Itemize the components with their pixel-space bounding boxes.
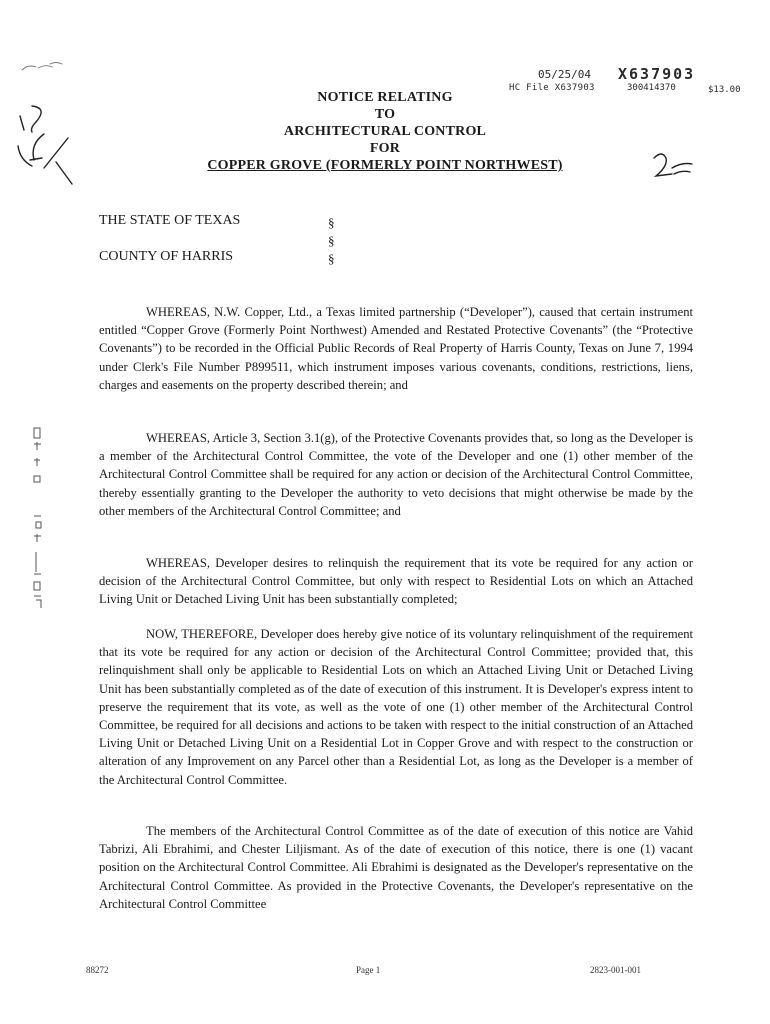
recording-number: X637903: [618, 65, 696, 83]
recording-fee: $13.00: [708, 85, 741, 95]
caption-county: COUNTY OF HARRIS: [99, 249, 234, 264]
margin-scan-stamp: [30, 424, 46, 614]
caption-state: THE STATE OF TEXAS: [99, 213, 241, 228]
clerk-file-id: 300414370: [627, 83, 676, 93]
paragraph-whereas-3: WHEREAS, Developer desires to relinquish the requirement that its vote be required for any action or decision of the Architectural Control Committee, but only with respect to Residential Lots on which an Attached Living Unit or Detached Living Unit has been substantially completed;: [99, 556, 693, 607]
title-line-3: ARCHITECTURAL CONTROL: [283, 124, 487, 139]
footer-file-code: 2823-001-001: [590, 965, 641, 975]
handwritten-initial: [648, 148, 698, 188]
title-line-1: NOTICE RELATING: [317, 90, 453, 105]
footer-page-number: Page 1: [356, 965, 381, 975]
paragraph-whereas-2: WHEREAS, Article 3, Section 3.1(g), of the Protective Covenants provides that, so long as the Developer is a member of the Architectural Control Committee, the vote of the Developer and one (1) other member of the Architectural Control Committee shall be required for any action or decision of the Architectural Control Committee, thereby essentially granting to the Developer the authority to veto decisions that might otherwise be made by the other members of the Architectural Control Committee; and: [99, 431, 693, 518]
title-line-4: FOR: [369, 141, 401, 156]
title-line-2: TO: [374, 107, 396, 122]
paragraph-now-therefore: NOW, THEREFORE, Developer does hereby give notice of its voluntary relinquishment of the requirement that its vote be required for any action or decision of the Architectural Control Committee; provided that, this relinquishment shall only be applicable to Residential Lots on which an Attached Living Unit or Detached Living Unit has been substantially completed as of the date of execution of this instrument. It is Developer's express intent to preserve the requirement that its vote, as well as the vote of one (1) other member of the Architectural Control Committee, be required for all decisions and actions to be taken with respect to the initial construction of an Attached Living Unit or Detached Living Unit on a Residential Lot in Copper Grove and with respect to the construction or alteration of any Improvement on any Parcel other than a Residential Lot, as long as the Developer is a member of the Architectural Control Committee.: [99, 627, 693, 787]
section-symbol-1: §: [328, 215, 335, 230]
recording-date: 05/25/04: [538, 68, 591, 81]
handwritten-annotation-top-left: [0, 50, 110, 200]
document-title: [180, 89, 590, 174]
section-symbol-3: §: [328, 251, 335, 266]
paragraph-whereas-1: WHEREAS, N.W. Copper, Ltd., a Texas limited partnership (“Developer”), caused that certain instrument entitled “Copper Grove (Formerly Point Northwest) Amended and Restated Protective Covenants” (the “Protective Covenants”) to be recorded in the Official Public Records of Real Property of Harris County, Texas on June 7, 1994 under Clerk's File Number P899511, which instrument imposes various covenants, conditions, restrictions, liens, charges and easements on the property described therein; and: [99, 305, 693, 392]
paragraph-committee-members: The members of the Architectural Control Committee as of the date of execution of this notice are Vahid Tabrizi, Ali Ebrahimi, and Chester Liljismant. As of the date of execution of this notice, there is one (1) vacant position on the Architectural Control Committee. Ali Ebrahimi is designated as the Developer's representative on the Architectural Control Committee. As provided in the Protective Covenants, the Developer's representative on the Architectural Control Committee: [99, 824, 693, 911]
title-line-5: COPPER GROVE (FORMERLY POINT NORTHWEST): [207, 158, 563, 173]
footer-doc-number: 88272: [86, 965, 109, 975]
clerk-file-line: HC File X637903: [509, 83, 595, 93]
section-symbol-2: §: [328, 233, 335, 248]
